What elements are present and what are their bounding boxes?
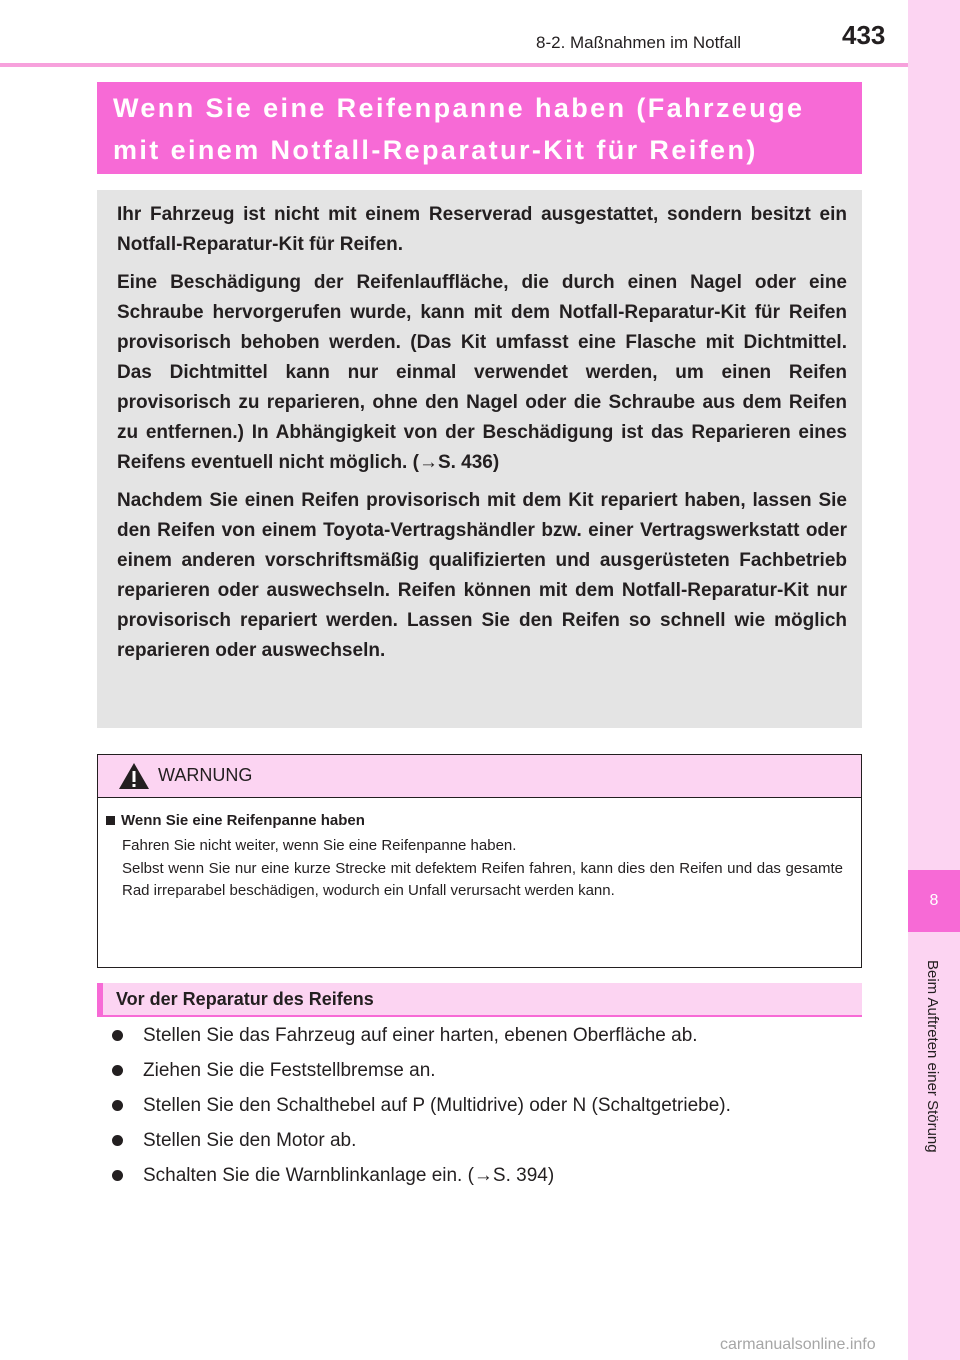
instruction-list (112, 1025, 857, 1200)
watermark: carmanualsonline.info (720, 1336, 876, 1353)
list-item-text: Stellen Sie das Fahrzeug auf einer harten, ebenen Oberfläche ab. (143, 1025, 698, 1046)
page-number: 433 (842, 20, 886, 50)
page-title-line-1: Wenn Sie eine Reifenpanne haben (Fahrzeuge (113, 93, 805, 123)
warning-line: Fahren Sie nicht weiter, wenn Sie eine Reifenpanne haben. (122, 837, 517, 854)
list-item (112, 1165, 857, 1186)
list-item-text: Stellen Sie den Motor ab. (143, 1130, 357, 1151)
warning-subheading-text: Wenn Sie eine Reifenpanne haben (121, 812, 365, 829)
warning-subheading (106, 812, 843, 829)
list-item (112, 1060, 857, 1081)
warning-header (98, 755, 861, 798)
chapter-number: 8 (929, 892, 939, 909)
intro-paragraph: Ihr Fahrzeug ist nicht mit einem Reserverad ausgestattet, sondern besitzt ein Notfall-Reparatur-Kit für Reifen. (117, 204, 847, 255)
warning-line: Selbst wenn Sie nur eine kurze Strecke mit defektem Reifen fahren, kann dies den Reifen und das gesamte Rad irreparabel beschädigen, wodurch ein Unfall verursacht werden kann. (122, 859, 843, 899)
list-item (112, 1130, 857, 1151)
intro-paragraph: Nachdem Sie einen Reifen provisorisch mit dem Kit repariert haben, lassen Sie den Reifen von einem Toyota-Vertragshändler bzw. einer Vertragswerkstatt oder einem anderen vorschriftsmäßig qualifizierten und ausgerüsteten Fachbetrieb reparieren oder auswechseln. Reifen können mit dem Notfall-Reparatur-Kit nur provisorisch repariert werden. Lassen Sie den Reifen so schnell wie möglich reparieren oder auswechseln. (117, 490, 847, 661)
intro-paragraph: Eine Beschädigung der Reifenlauffläche, die durch einen Nagel oder eine Schraube hervorgerufen wurde, kann mit dem Notfall-Reparatur-Kit für Reifen provisorisch behoben werden. (Das Kit umfasst eine Flasche mit Dichtmittel. Das Dichtmittel kann nur einmal verwendet werden, um einen Reifen provisorisch zu reparieren, ohne den Nagel oder die Schraube aus dem Reifen zu entfernen.) In Abhängigkeit von der Beschädigung ist das Reparieren eines Reifens eventuell nicht möglich. (→S. 436) (117, 272, 847, 473)
warning-body (98, 798, 861, 903)
chapter-title: Beim Auftreten einer Störung (924, 960, 941, 1153)
warning-triangle-icon (118, 762, 150, 790)
list-item-text: Schalten Sie die Warnblinkanlage ein. (→S. 394) (143, 1165, 555, 1186)
page-title (97, 82, 862, 174)
page-title-line-2: mit einem Notfall-Reparatur-Kit für Reifen) (113, 135, 758, 165)
intro-box (97, 190, 862, 728)
warning-text (122, 835, 843, 903)
bullet-dot-icon (112, 1100, 123, 1111)
warning-box (97, 754, 862, 968)
bullet-dot-icon (112, 1065, 123, 1076)
bullet-dot-icon (112, 1170, 123, 1181)
list-item (112, 1025, 857, 1046)
bullet-dot-icon (112, 1135, 123, 1146)
header-rule (0, 63, 908, 67)
section-heading: Vor der Reparatur des Reifens (97, 983, 862, 1017)
list-item-text: Stellen Sie den Schalthebel auf P (Multidrive) oder N (Schaltgetriebe). (143, 1095, 731, 1116)
section-header: 8-2. Maßnahmen im Notfall (536, 33, 742, 52)
list-item-text: Ziehen Sie die Feststellbremse an. (143, 1060, 436, 1081)
warning-title: WARNUNG (158, 765, 253, 785)
chapter-side-tab (908, 0, 960, 1360)
square-bullet-icon (106, 816, 115, 825)
bullet-dot-icon (112, 1030, 123, 1041)
list-item (112, 1095, 857, 1116)
